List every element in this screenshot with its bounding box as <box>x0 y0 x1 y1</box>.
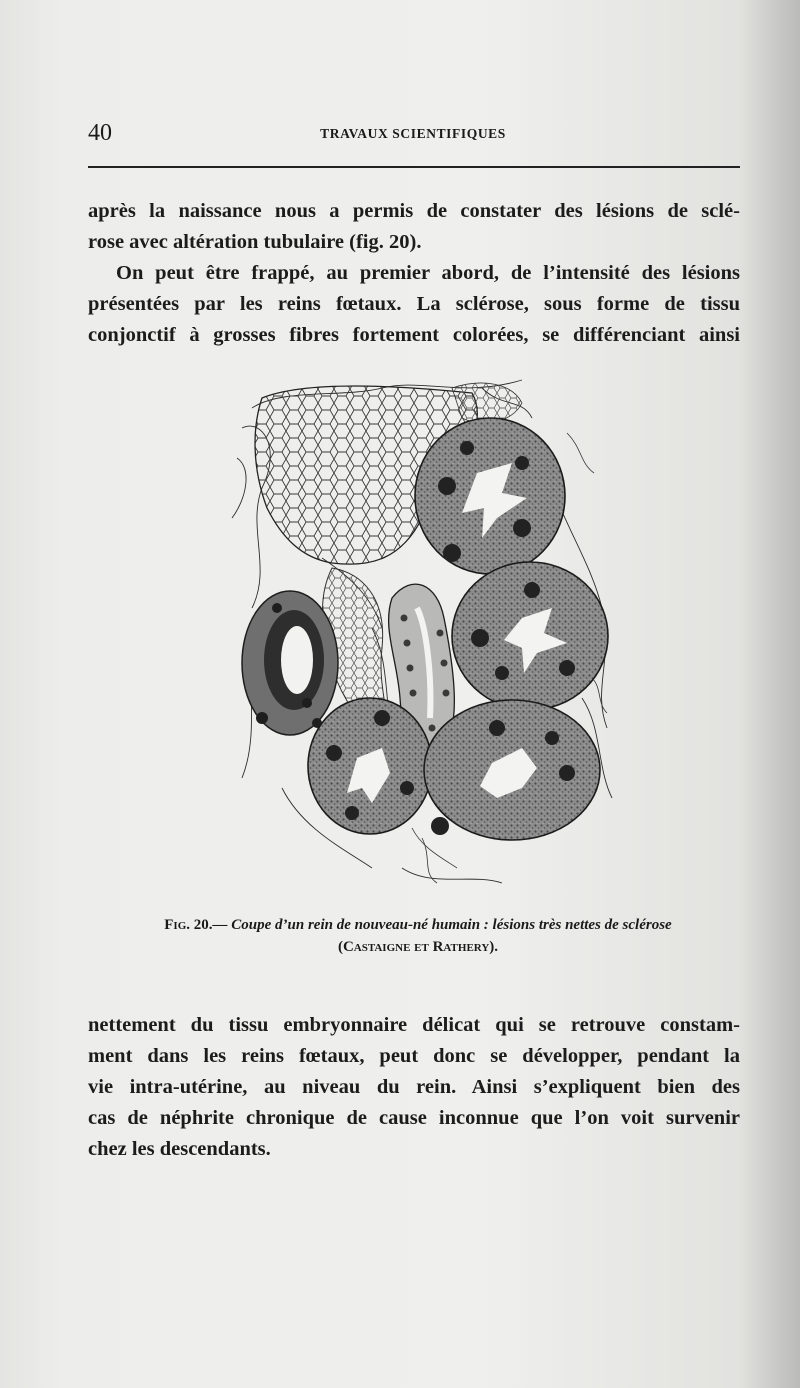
paragraph-bottom <box>88 1010 740 1165</box>
figure-caption-text: — Coupe d’un rein de nouveau-né humain : lésions très nettes de sclérose <box>212 917 672 933</box>
text-line: présentées par les reins fœtaux. La sclérose, sous forme de tissu <box>88 293 740 315</box>
tubule-middle-right <box>452 562 608 710</box>
tubule-bottom-left <box>308 698 432 834</box>
text-line: nettement du tissu embryonnaire délicat qui se retrouve constam- <box>88 1014 740 1036</box>
page-header <box>88 120 738 156</box>
text-line: cas de néphrite chronique de cause inconnue que l’on voit survenir <box>88 1107 740 1129</box>
text-line: après la naissance nous a permis de constater des lésions de sclé- <box>88 200 740 222</box>
text-line: ment dans les reins fœtaux, peut donc se développer, pendant la <box>88 1045 740 1067</box>
histology-illustration <box>222 368 622 898</box>
header-rule <box>88 166 740 168</box>
text-line: chez les descendants. <box>88 1138 271 1160</box>
text-line: On peut être frappé, au premier abord, de l’intensité des lésions <box>116 262 740 284</box>
paragraph-top <box>88 196 740 351</box>
page-number: 40 <box>88 120 112 146</box>
running-title: TRAVAUX SCIENTIFIQUES <box>320 126 506 141</box>
figure-authors: (Castaigne et Rathery). <box>337 939 499 955</box>
text-line: vie intra-utérine, au niveau du rein. Ainsi s’expliquent bien des <box>88 1076 740 1098</box>
text-line: conjonctif à grosses fibres fortement colorées, se différenciant ainsi <box>88 324 740 346</box>
text-line: rose avec altération tubulaire (fig. 20). <box>88 231 422 253</box>
tubule-top-right <box>415 418 565 574</box>
vessel-cross-section <box>242 591 338 735</box>
figure-label: Fig. 20. <box>164 917 213 933</box>
figure-caption <box>88 914 748 958</box>
page-edge-shadow <box>740 0 800 1388</box>
tubule-bottom-right <box>424 700 600 840</box>
